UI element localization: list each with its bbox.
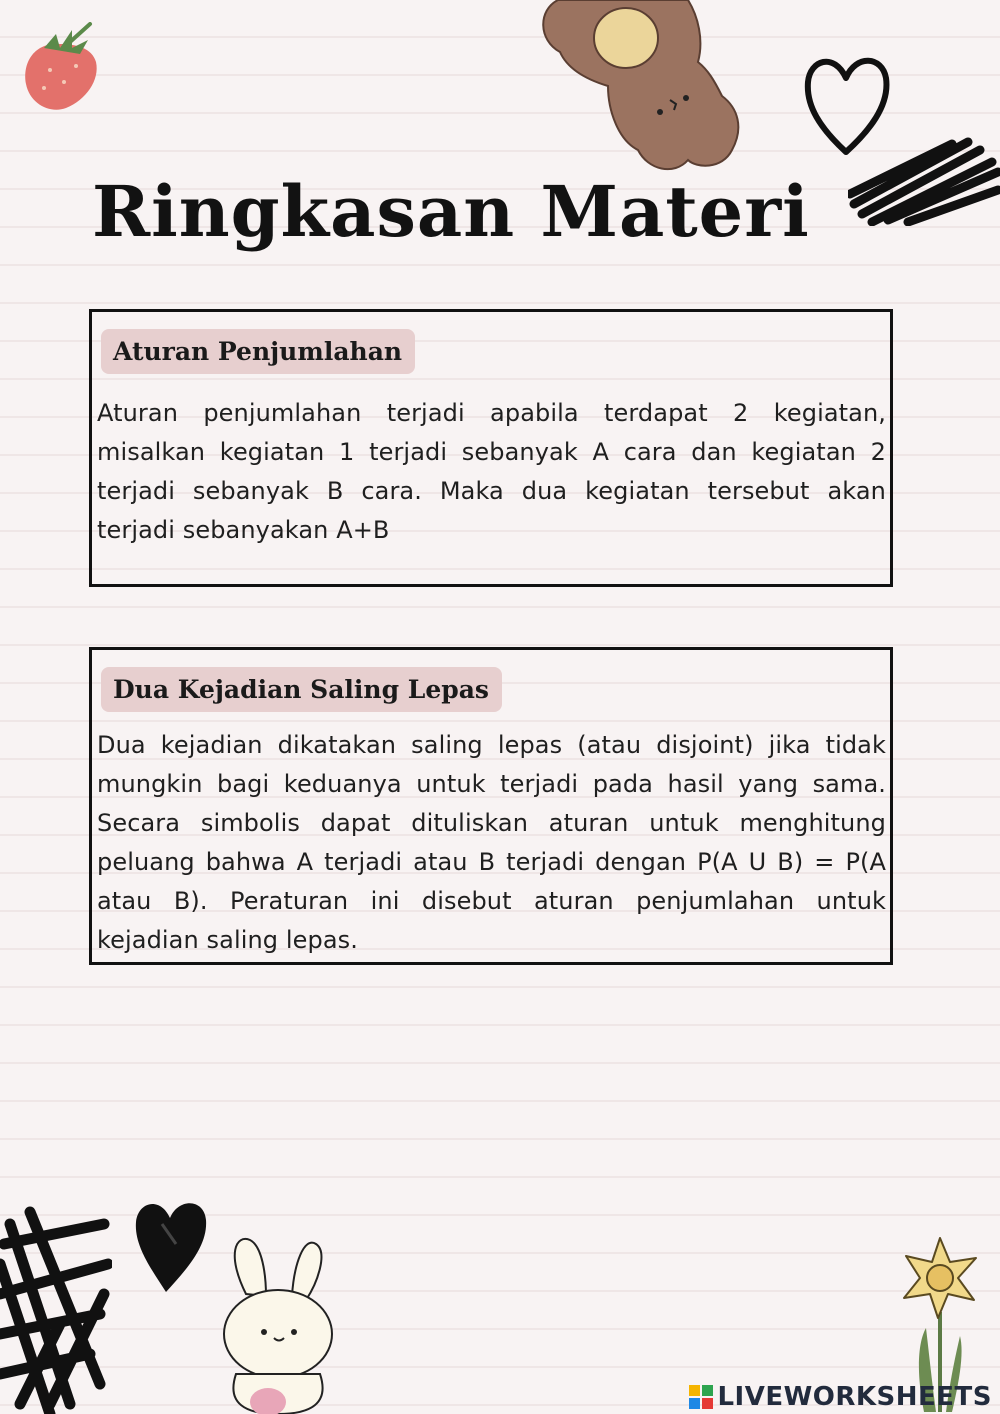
watermark [689,1382,992,1412]
section-body: Dua kejadian dikatakan saling lepas (atau disjoint) jika tidak mungkin bagi keduanya untuk terjadi pada hasil yang sama. Secara simbolis dapat dituliskan aturan untuk menghitung peluang bahwa A terjadi atau B terjadi dengan P(A U B) = P(A atau B). Peraturan ini disebut aturan penjumlahan untuk kejadian saling lepas. [97,731,886,954]
strawberry-icon [20,22,104,114]
section-heading: Dua Kejadian Saling Lepas [101,667,502,712]
bear-sticker-icon [538,0,748,178]
section-body: Aturan penjumlahan terjadi apabila terdapat 2 kegiatan, misalkan kegiatan 1 terjadi sebanyak A cara dan kegiatan 2 terjadi sebanyak B cara. Maka dua kegiatan tersebut akan terjadi sebanyakan A+B [97,399,886,544]
page-title: Ringkasan Materi [92,170,810,253]
scribble-grid-icon [0,1204,112,1414]
liveworksheets-logo-icon [689,1385,713,1409]
section-card-aturan-penjumlahan [89,309,893,587]
section-heading: Aturan Penjumlahan [101,329,415,374]
bunny-sticker-icon [206,1234,356,1414]
scribble-icon [848,134,1000,226]
watermark-text: LIVEWORKSHEETS [717,1382,992,1412]
section-card-dua-kejadian-saling-lepas [89,647,893,965]
heart-filled-icon [132,1194,210,1298]
